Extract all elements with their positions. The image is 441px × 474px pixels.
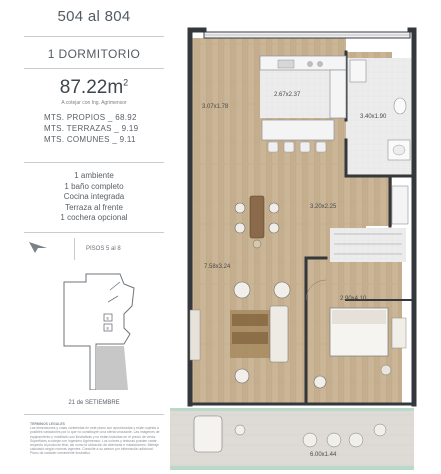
floors-label: PISOS 5 al 8	[86, 246, 121, 252]
total-area-unit: 2	[123, 77, 129, 88]
svg-text:E: E	[106, 315, 110, 321]
feature-item: 1 cochera opcional	[60, 213, 128, 222]
divider	[24, 162, 164, 163]
room-dimension-living: 7.58x3.24	[204, 264, 231, 270]
area-row	[44, 112, 164, 123]
total-area-value: 87.22m	[59, 77, 124, 98]
room-dimension-hall: 3.20x2.25	[310, 204, 337, 210]
street-name: 21 de SETIEMBRE	[68, 400, 120, 406]
room-dimension-terrace: 6.00x1.44	[310, 452, 337, 458]
total-area	[24, 77, 164, 99]
room-dimension-bath: 3.40x1.90	[360, 114, 387, 120]
legal-title: TERMINOS LEGALES	[30, 422, 65, 426]
legal-body: Las dimensiones y cotas contenidas en este plano son aproximadas y están sujetas a posibles variaciones por lo que no constituyen una oferta vinculante. Las imágenes de equipamiento y mobiliario son ilustrativas y no están incluidas en el precio de venta. Superficies a cotejar con Ingeniero Agrimensor. Los colores y texturas pueden variar respecto al producto final, así como la ubicación de aberturas e instalaciones. Metraje calculado según normas vigentes. Consulte a su asesor por información adicional. Plano de carácter meramente ilustrativo.	[30, 426, 160, 456]
area-value: _ 68.92	[107, 113, 137, 122]
unit-type: 1 DORMITORIO	[47, 47, 141, 61]
svg-text:E: E	[106, 325, 110, 331]
area-row	[44, 123, 164, 134]
area-label: MTS. COMUNES	[44, 135, 110, 144]
room-dimension-kitchen: 2.67x2.37	[274, 92, 301, 98]
divider	[24, 36, 164, 37]
area-label: MTS. PROPIOS	[44, 113, 106, 122]
legal-terms	[30, 422, 162, 456]
area-breakdown	[44, 112, 164, 145]
area-row	[44, 134, 164, 145]
feature-item: Terraza al frente	[65, 202, 123, 212]
area-note: A cotejar con Ing. Agrimensor	[61, 100, 127, 106]
divider	[24, 232, 164, 233]
area-value: _ 9.19	[114, 124, 139, 133]
feature-item: Cocina integrada	[63, 192, 125, 201]
unit-code: 504 al 804	[57, 8, 131, 25]
room-dimension-dining: 3.07x1.78	[202, 104, 229, 110]
room-dimension-bedroom: 2.90x4.10	[340, 296, 367, 302]
feature-list	[24, 171, 164, 224]
floor-plan	[170, 0, 441, 474]
key-plan-diagram	[24, 262, 164, 390]
north-arrow-icon	[27, 240, 49, 254]
area-value: _ 9.11	[112, 135, 136, 144]
divider	[24, 68, 164, 69]
divider	[74, 238, 75, 260]
divider	[24, 414, 164, 415]
area-label: MTS. TERRAZAS	[44, 124, 112, 133]
info-panel	[0, 0, 170, 474]
floor-plan-drawing	[170, 0, 441, 474]
feature-item: 1 ambiente	[74, 171, 114, 180]
feature-item: 1 baño completo	[64, 181, 124, 191]
